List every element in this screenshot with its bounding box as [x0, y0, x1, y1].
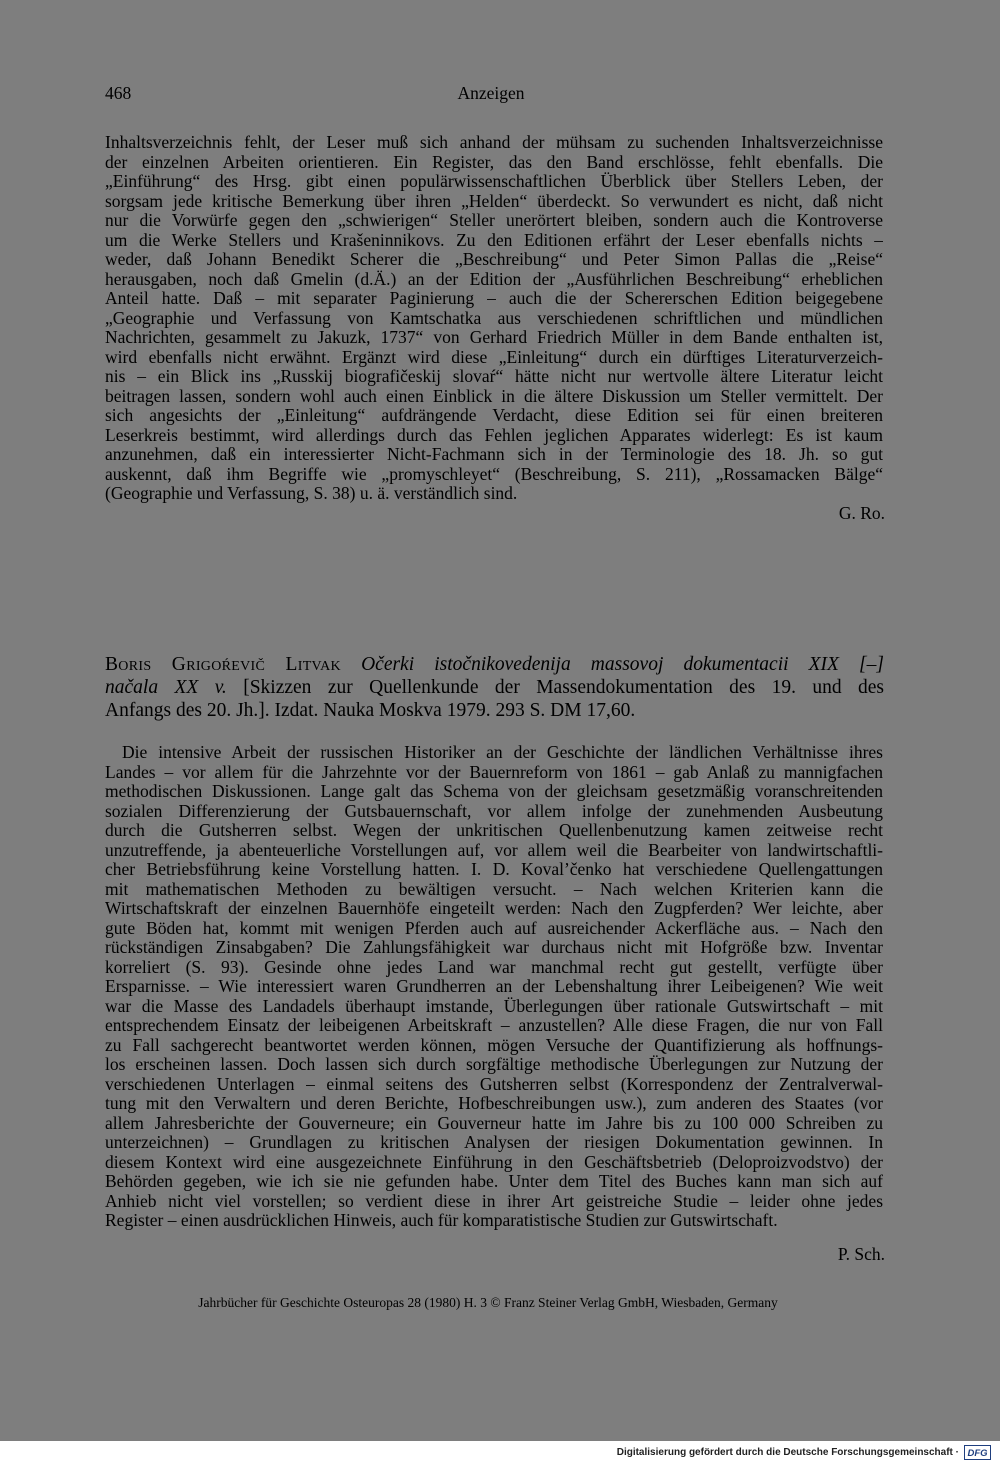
text-line: der einzelnen Arbeiten orientieren. Ein Register, das den Band erschlösse, fehlt ebenfalls. Die	[105, 152, 883, 172]
text-line: weder, daß Johann Benedikt Scherer die „Beschreibung“ und Peter Simon Pallas die „Reise“	[105, 250, 883, 269]
text-line: Register – einen ausdrücklichen Hinweis, auch für komparatistische Studien zur Gutswirtschaft.	[105, 1211, 778, 1230]
text-line: unterzeichnen) – Grundlagen zu kritischen Analysen der riesigen Dokumentation gewinnen. In	[105, 1133, 883, 1152]
text-line: mit mathematischen Methoden zu bewältigen versucht. – Nach welchen Kriterien kann die	[105, 879, 883, 899]
review-2-body	[105, 743, 883, 1231]
text-line: unzutreffende, ja abenteuerliche Vorstellungen auf, vor allem weil die Bearbeiter von landwirtschaftli-	[105, 840, 883, 860]
text-line: anzunehmen, daß ein interessierter Nicht-Fachmann sich in der Terminologie des 18. Jh. so gut	[105, 445, 883, 464]
digitization-notice: Digitalisierung gefördert durch die Deutsche Forschungsgemeinschaft ·	[616, 1447, 959, 1458]
text-line: verschiedenen Unterlagen – einmal seitens des Gutsherren selbst (Korrespondenz der Zentralverwal-	[105, 1074, 883, 1094]
page-header	[105, 82, 883, 104]
text-line: um die Werke Stellers und Krašeninnikovs. Zu den Editionen erfährt der Leser ebenfalls nichts –	[105, 230, 883, 250]
text-line: Die intensive Arbeit der russischen Historiker an der Geschichte der ländlichen Verhältnisse ihres	[122, 743, 883, 762]
text-line: auskennt, daß ihm Begriffe wie „promyschleyet“ (Beschreibung, S. 211), „Rossamacken Bälge“	[105, 464, 883, 484]
text-line: cher Betriebsführung keine Vorstellung hatten. I. D. Koval’čenko hat verschiedene Quellengattungen	[105, 860, 883, 879]
text-line: korreliert (S. 93). Gesinde ohne jedes Land war manchmal recht gut gestellt, verfügte über	[105, 957, 883, 977]
text-line: Nachrichten, gesammelt zu Jakuzk, 1737“ von Gerhard Friedrich Müller in dem Bande enthalten ist,	[105, 328, 883, 347]
text-line: los erscheinen lassen. Doch lassen sich durch sorgfältige methodische Überlegungen zur Nutzung der	[105, 1055, 883, 1074]
running-title: Anzeigen	[457, 83, 525, 103]
book-title-translation: [Skizzen zur Quellenkunde der Massendokumentation des 19. und des	[243, 677, 884, 698]
text-line: gute Böden hat, kommt mit wenigen Pferden auch auf ausreichender Ackerfläche aus. – Nach den	[105, 918, 883, 938]
text-line: herausgaben, noch daß Gmelin (d.Ä.) an der Edition der „Ausführlichen Beschreibung“ erheblichen	[105, 269, 883, 289]
text-line: Wirtschaftskraft der einzelnen Bauernhöfe eingeteilt werden: Nach den Zugpferden? Wer leichte, aber	[105, 899, 883, 918]
heading-line-2	[105, 676, 884, 699]
text-line: Ersparnisse. – Wie interessiert waren Grundherren an der Lebenshaltung ihrer Leibeigenen? Wie weit	[105, 977, 883, 996]
book-publication-details: Anfangs des 20. Jh.]. Izdat. Nauka Moskva 1979. 293 S. DM 17,60.	[105, 700, 636, 721]
text-line: Anteil hatte. Daß – mit separater Paginierung – auch die der Schererschen Edition beigegebene	[105, 289, 883, 308]
text-line: durch die Gutsherren selbst. Wegen der unkritischen Quellenbenutzung kamen zeitweise recht	[105, 821, 883, 840]
review-1-body	[105, 133, 883, 504]
text-line: nur die Vorwürfe gegen den „schwierigen“ Steller unerörtert bleiben, sondern auch die Kontroverse	[105, 211, 883, 230]
text-line: war die Masse des Landadels überhaupt imstande, Überlegungen über rationale Gutswirtschaft – mit	[105, 996, 883, 1016]
text-line: zu Fall sachgerecht beantwortet werden können, mögen Versuche der Quantifizierung als hoffnungs-	[105, 1035, 883, 1055]
book-title: Očerki istočnikovedenija massovoj dokumentacii XIX [–]	[361, 654, 884, 675]
book-title-continued: načala XX v.	[105, 677, 227, 698]
book-author: Boris Grigoŕevič Litvak	[105, 654, 341, 675]
text-line: Landes – vor allem für die Jahrzehnte vor der Bauernreform von 1861 – gab Anlaß zu mannigfachen	[105, 762, 883, 782]
text-line: (Geographie und Verfassung, S. 38) u. ä. verständlich sind.	[105, 484, 518, 503]
review-2-signature: P. Sch.	[837, 1244, 885, 1264]
text-line: entsprechendem Einsatz der leibeigenen Arbeitskraft – anzustellen? Alle diese Fragen, die nur von Fall	[105, 1016, 883, 1035]
text-line: sorgsam jede kritische Bemerkung über ihren „Helden“ überdeckt. So verwundert es nicht, daß nicht	[105, 191, 883, 211]
review-1-signature: G. Ro.	[838, 503, 885, 523]
text-line: „Einführung“ des Hrsg. gibt einen populärwissenschaftlichen Überblick über Stellers Leben, der	[105, 172, 883, 191]
text-line: sich angesichts der „Einleitung“ aufdrängende Verdacht, diese Edition sei für einen breiteren	[105, 406, 883, 425]
text-line: Inhaltsverzeichnis fehlt, der Leser muß sich anhand der mühsam zu suchenden Inhaltsverzeichnisse	[105, 133, 883, 152]
text-line: sozialen Differenzierung der Gutsbauernschaft, vor allem infolge der zunehmenden Ausbeutung	[105, 801, 883, 821]
dfg-logo-icon: DFG	[964, 1445, 991, 1460]
review-2-heading	[105, 653, 884, 722]
text-line: wird ebenfalls nicht erwähnt. Ergänzt wird diese „Einleitung“ durch ein dürftiges Literaturverzeich-	[105, 347, 883, 367]
journal-citation: Jahrbücher für Geschichte Osteuropas 28 (1980) H. 3 © Franz Steiner Verlag GmbH, Wiesbaden, Germany	[198, 1295, 778, 1310]
digitization-notice-strip	[0, 1441, 1000, 1464]
text-line: rückständigen Zinsabgaben? Die Zahlungsfähigkeit war durchaus nicht mit Hofgröße bzw. Inventar	[105, 938, 883, 957]
text-line: Behörden gegeben, wie ich sie nie gefunden habe. Unter dem Titel des Buches kann man sich auf	[105, 1172, 883, 1191]
page-number: 468	[105, 83, 132, 103]
text-line: Anhieb nicht viel vorstellen; so verdient diese in ihrer Art geistreiche Studie – leider ohne jedes	[105, 1191, 883, 1211]
text-line: beitragen lassen, sondern wohl auch einen Einblick in die ältere Diskussion um Steller vermittelt. Der	[105, 386, 883, 406]
text-line: diesem Kontext wird eine ausgezeichnete Einführung in den Geschäftsbetrieb (Deloproizvodstvo) der	[105, 1152, 883, 1172]
text-line: allem Jahresberichte der Gouverneure; ein Gouverneur hatte im Jahre bis zu 100 000 Schreiben zu	[105, 1113, 883, 1133]
text-line: „Geographie und Verfassung von Kamtschatka aus verschiedenen schriftlichen und mündlichen	[105, 308, 883, 328]
text-line: nis – ein Blick ins „Russkij biografičeskij slovaŕ“ hätte nicht nur wertvolle ältere Literatur leicht	[105, 367, 883, 386]
text-line: methodischen Diskussionen. Lange galt das Schema von der gleichsam gesetzmäßig voranschreitenden	[105, 782, 883, 801]
text-line: tung mit den Verwaltern und deren Berichte, Hofbeschreibungen usw.), zum anderen des Staates (vor	[105, 1094, 883, 1113]
text-line: Leserkreis bestimmt, wird allerdings durch das Fehlen jeglichen Apparates widerlegt: Es ist kaum	[105, 425, 883, 445]
heading-line-1	[105, 653, 884, 676]
